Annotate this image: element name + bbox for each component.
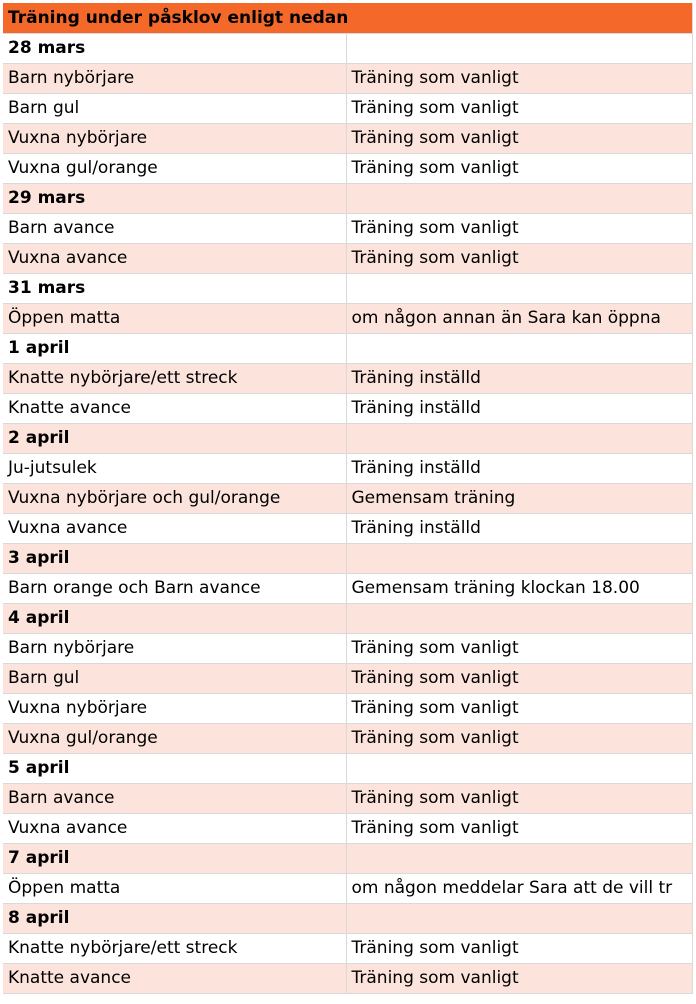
group-cell[interactable]: Vuxna nybörjare [3,123,346,153]
table-row [3,783,692,813]
status-cell[interactable]: Träning som vanligt [346,963,692,993]
status-cell[interactable]: Träning som vanligt [346,663,692,693]
group-cell[interactable]: Barn nybörjare [3,63,346,93]
status-cell[interactable]: Träning som vanligt [346,153,692,183]
table-row [3,693,692,723]
date-row [3,603,692,633]
date-cell[interactable]: 3 april [3,543,346,573]
status-cell[interactable] [346,843,692,873]
status-cell[interactable]: Träning som vanligt [346,213,692,243]
group-cell[interactable]: Öppen matta [3,303,346,333]
status-cell[interactable]: Träning som vanligt [346,783,692,813]
status-cell[interactable] [346,903,692,933]
table-row [3,513,692,543]
date-row [3,843,692,873]
group-cell[interactable]: Barn nybörjare [3,633,346,663]
group-cell[interactable]: Ju-jutsulek [3,453,346,483]
status-cell[interactable]: Träning som vanligt [346,93,692,123]
table-row [3,93,692,123]
group-cell[interactable]: Vuxna nybörjare [3,693,346,723]
date-cell[interactable]: 2 april [3,423,346,453]
table-row [3,633,692,663]
group-cell[interactable]: Öppen matta [3,873,346,903]
status-cell[interactable]: om någon meddelar Sara att de vill tr [346,873,692,903]
date-cell[interactable]: 4 april [3,603,346,633]
status-cell[interactable]: Träning som vanligt [346,633,692,663]
group-cell[interactable]: Barn avance [3,213,346,243]
table-row [3,243,692,273]
date-row [3,273,692,303]
group-cell[interactable]: Vuxna avance [3,513,346,543]
table-row [3,813,692,843]
status-cell[interactable]: Träning som vanligt [346,243,692,273]
status-cell[interactable] [346,273,692,303]
date-row [3,423,692,453]
status-cell[interactable] [346,423,692,453]
table-row [3,63,692,93]
title-cell[interactable]: Träning under påsklov enligt nedan [3,3,692,33]
date-row [3,753,692,783]
status-cell[interactable] [346,603,692,633]
date-cell[interactable]: 5 april [3,753,346,783]
status-cell[interactable]: Träning inställd [346,453,692,483]
status-cell[interactable]: Gemensam träning [346,483,692,513]
group-cell[interactable]: Barn avance [3,783,346,813]
title-row [3,3,692,33]
status-cell[interactable]: Gemensam träning klockan 18.00 [346,573,692,603]
table-row [3,303,692,333]
group-cell[interactable]: Barn gul [3,93,346,123]
group-cell[interactable]: Barn gul [3,663,346,693]
status-cell[interactable] [346,333,692,363]
date-row [3,33,692,63]
status-cell[interactable]: om någon annan än Sara kan öppna [346,303,692,333]
status-cell[interactable] [346,753,692,783]
spreadsheet [3,3,692,994]
table-row [3,963,692,993]
group-cell[interactable]: Vuxna gul/orange [3,153,346,183]
table-row [3,483,692,513]
status-cell[interactable]: Träning som vanligt [346,693,692,723]
status-cell[interactable]: Träning som vanligt [346,63,692,93]
status-cell[interactable]: Träning som vanligt [346,813,692,843]
table-row [3,123,692,153]
table-row [3,663,692,693]
status-cell[interactable]: Träning som vanligt [346,723,692,753]
table-row [3,723,692,753]
group-cell[interactable]: Knatte nybörjare/ett streck [3,933,346,963]
schedule-table [3,3,693,994]
group-cell[interactable]: Barn orange och Barn avance [3,573,346,603]
table-row [3,393,692,423]
group-cell[interactable]: Vuxna nybörjare och gul/orange [3,483,346,513]
group-cell[interactable]: Knatte nybörjare/ett streck [3,363,346,393]
table-row [3,153,692,183]
status-cell[interactable]: Träning som vanligt [346,123,692,153]
date-cell[interactable]: 8 april [3,903,346,933]
table-row [3,363,692,393]
table-row [3,573,692,603]
table-row [3,873,692,903]
date-cell[interactable]: 7 april [3,843,346,873]
date-cell[interactable]: 1 april [3,333,346,363]
status-cell[interactable] [346,183,692,213]
date-cell[interactable]: 29 mars [3,183,346,213]
date-cell[interactable]: 31 mars [3,273,346,303]
date-row [3,183,692,213]
status-cell[interactable] [346,33,692,63]
date-cell[interactable]: 28 mars [3,33,346,63]
group-cell[interactable]: Vuxna avance [3,243,346,273]
group-cell[interactable]: Vuxna avance [3,813,346,843]
table-row [3,213,692,243]
status-cell[interactable]: Träning inställd [346,513,692,543]
status-cell[interactable]: Träning som vanligt [346,933,692,963]
table-row [3,453,692,483]
date-row [3,333,692,363]
table-row [3,933,692,963]
status-cell[interactable]: Träning inställd [346,363,692,393]
group-cell[interactable]: Knatte avance [3,393,346,423]
date-row [3,543,692,573]
status-cell[interactable] [346,543,692,573]
group-cell[interactable]: Vuxna gul/orange [3,723,346,753]
date-row [3,903,692,933]
status-cell[interactable]: Träning inställd [346,393,692,423]
group-cell[interactable]: Knatte avance [3,963,346,993]
